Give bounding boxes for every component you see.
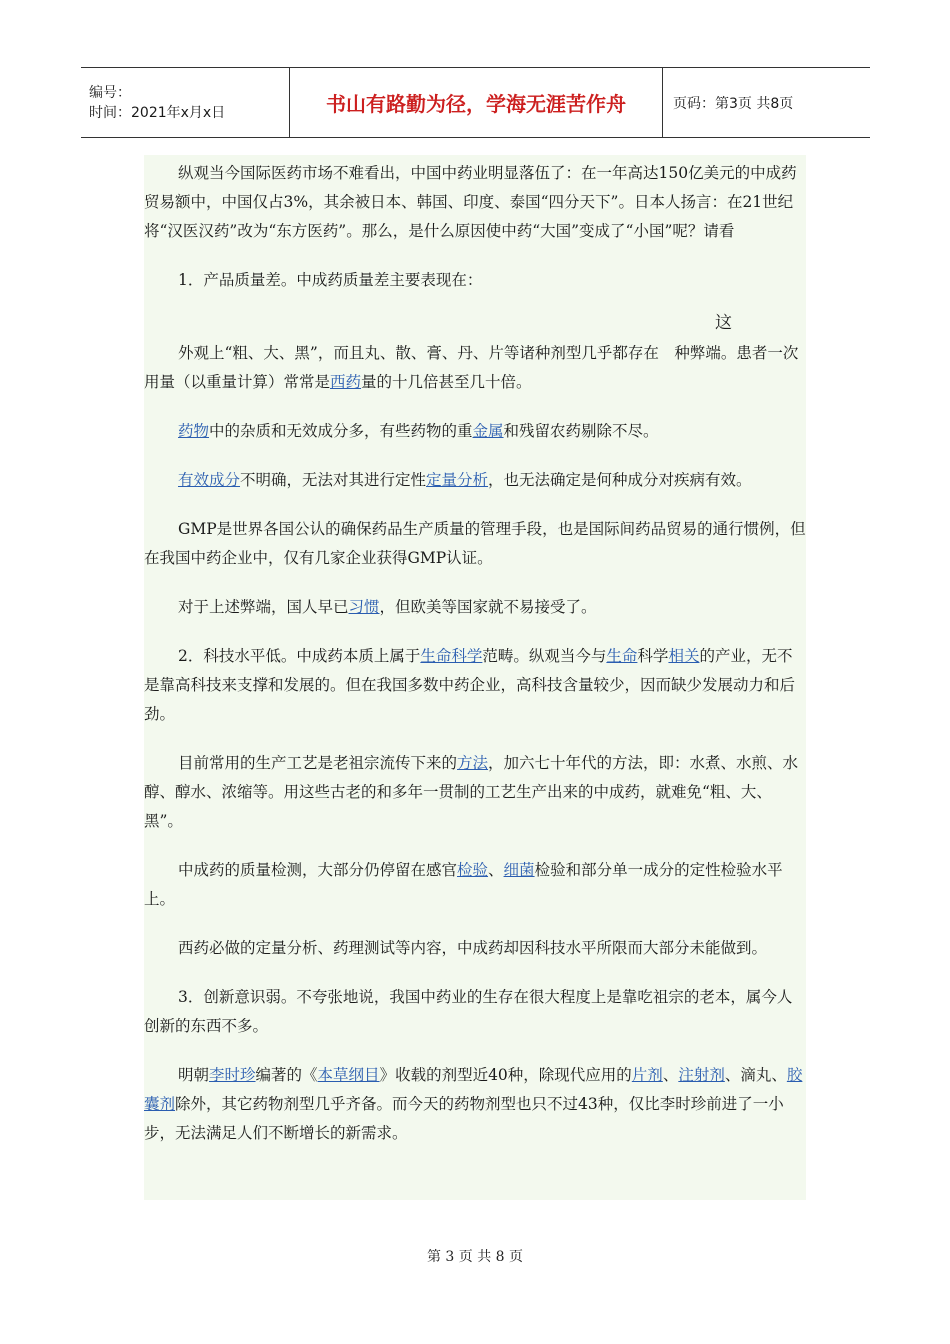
text: 2．科技水平低。中成药本质上属于 — [178, 647, 421, 665]
header-page-info — [663, 68, 870, 137]
paragraph-technology — [144, 642, 806, 729]
text: 、滴丸、 — [724, 1066, 787, 1084]
text: 和残留农药剔除不尽。 — [503, 422, 659, 440]
number-label: 编号： — [89, 84, 131, 101]
link-inspection[interactable]: 检验 — [457, 861, 489, 879]
text: ，也无法确定是何种成分对疾病有效。 — [488, 471, 752, 489]
text: 对于上述弊端，国人早已 — [178, 598, 349, 616]
text: 中的杂质和无效成分多，有些药物的重 — [209, 422, 473, 440]
text: ，但欧美等国家就不易接受了。 — [379, 598, 597, 616]
link-bacteria[interactable]: 细菌 — [503, 861, 535, 879]
text: 检验和部分单一成分的定性检验水平上。 — [144, 861, 783, 908]
paragraph-habit — [144, 593, 806, 622]
paragraph-western-tests: 西药必做的定量分析、药理测试等内容，中成药却因科技水平所限而大部分未能做到。 — [178, 939, 768, 957]
text: 目前常用的生产工艺是老祖宗流传下来的 — [178, 754, 458, 772]
motto-text: 书山有路勤为径，学海无涯苦作舟 — [326, 92, 626, 116]
text: 外观上“粗、大、黑”，而且丸、散、膏、丹、片等诸种剂型几乎都存在 种弊端。患者一次用量（以重量计算）常常是 — [144, 344, 799, 391]
link-active-ingredients[interactable]: 有效成分 — [178, 471, 241, 489]
text: 明朝 — [178, 1066, 210, 1084]
text: 量的十几倍甚至几十倍。 — [361, 373, 532, 391]
link-related[interactable]: 相关 — [668, 647, 700, 665]
paragraph-process — [144, 749, 806, 836]
text: 、 — [662, 1066, 679, 1084]
link-western-medicine[interactable]: 西药 — [330, 373, 362, 391]
link-habit[interactable]: 习惯 — [348, 598, 380, 616]
text: 编著的《 — [255, 1066, 318, 1084]
text: 的产业，无不是靠高科技来支撑和发展的。但在我国多数中药企业，高科技含量较少，因而缺少发展动力和后劲。 — [144, 647, 796, 723]
paragraph-dosage-forms — [144, 1061, 806, 1148]
text: 》收载的剂型近40种，除现代应用的 — [379, 1066, 632, 1084]
link-capsules[interactable]: 胶囊剂 — [144, 1066, 803, 1113]
text: 科学 — [637, 647, 669, 665]
link-quantitative-analysis[interactable]: 定量分析 — [426, 471, 489, 489]
paragraph-testing — [144, 856, 806, 914]
text: 中成药的质量检测，大部分仍停留在感官 — [178, 861, 458, 879]
header-meta — [81, 68, 290, 137]
link-drugs[interactable]: 药物 — [178, 422, 210, 440]
paragraph-innovation: 3．创新意识弱。不夸张地说，我国中药业的生存在很大程度上是靠吃祖宗的老本，属今人创新的东西不多。 — [144, 988, 793, 1035]
page-footer: 第 3 页 共 8 页 — [426, 1249, 524, 1265]
link-injections[interactable]: 注射剂 — [678, 1066, 725, 1084]
paragraph-intro: 纵观当今国际医药市场不难看出，中国中药业明显落伍了：在一年高达150亿美元的中成药贸易额中，中国仅占3%，其余被日本、韩国、印度、泰国“四分天下”。日本人扬言：在21世纪将“汉医汉药”改为“东方医药”。那么，是什么原因使中药“大国”变成了“小国”呢？请看 — [144, 164, 797, 240]
floating-char: 这 — [715, 313, 732, 333]
paragraph-quality-heading: 1．产品质量差。中成药质量差主要表现在： — [178, 271, 483, 289]
text: ，加六七十年代的方法，即：水煮、水煎、水醇、醇水、浓缩等。用这些古老的和多年一贯制的工艺生产出来的中成药，就难免“粗、大、黑”。 — [144, 754, 799, 830]
link-bencao-gangmu[interactable]: 本草纲目 — [317, 1066, 380, 1084]
time-label: 时间：2021年x月x日 — [89, 104, 226, 121]
paragraph-appearance — [144, 339, 806, 397]
text: 、 — [488, 861, 504, 879]
link-li-shizhen[interactable]: 李时珍 — [209, 1066, 256, 1084]
text: 范畴。纵观当今与 — [482, 647, 607, 665]
link-life[interactable]: 生命 — [606, 647, 638, 665]
header-motto — [290, 68, 663, 137]
paragraph-gmp: GMP是世界各国公认的确保药品生产质量的管理手段，也是国际间药品贸易的通行惯例，但在我国中药企业中，仅有几家企业获得GMP认证。 — [144, 520, 806, 567]
link-metal[interactable]: 金属 — [472, 422, 504, 440]
link-life-science[interactable]: 生命科学 — [420, 647, 483, 665]
link-method[interactable]: 方法 — [457, 754, 489, 772]
paragraph-impurities — [144, 417, 806, 446]
page-info-text: 页码：第3页 共8页 — [673, 95, 794, 112]
paragraph-active-ingredients — [144, 466, 806, 495]
page-header — [81, 67, 870, 138]
text: 不明确，无法对其进行定性 — [240, 471, 427, 489]
text: 除外，其它药物剂型几乎齐备。而今天的药物剂型也只不过43种，仅比李时珍前进了一小步，无法满足人们不断增长的新需求。 — [144, 1095, 784, 1142]
link-tablets[interactable]: 片剂 — [631, 1066, 663, 1084]
article-body — [144, 155, 806, 1200]
